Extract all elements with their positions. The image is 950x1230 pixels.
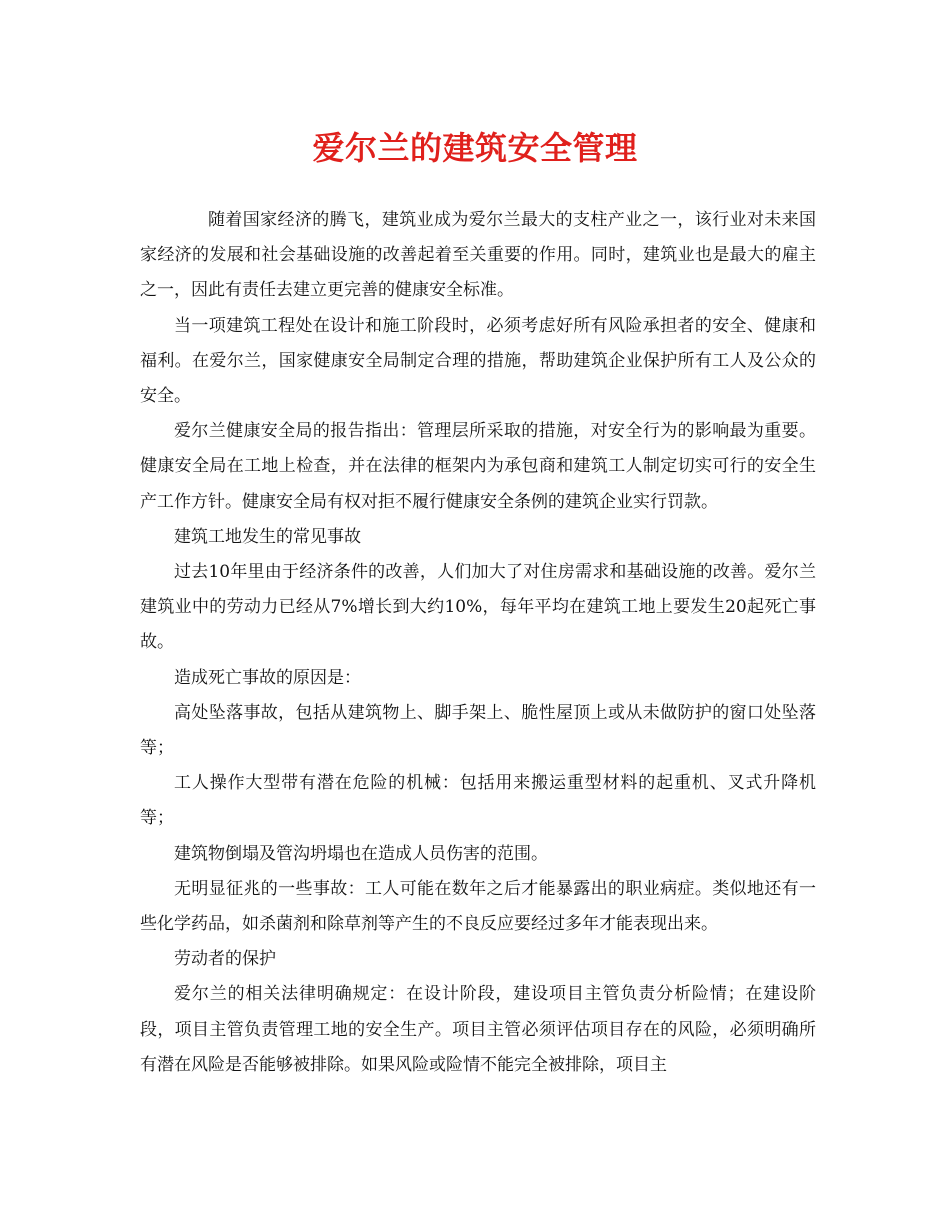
- paragraph-legal-requirements: 爱尔兰的相关法律明确规定：在设计阶段，建设项目主管负责分析险情；在建设阶段，项目主管负责管理工地的安全生产。项目主管必须评估项目存在的风险，必须明确所有潜在风险是否能够被排除。如果风险或险情不能完全被排除，项目主: [140, 984, 816, 1075]
- paragraph-intro: 随着国家经济的腾飞，建筑业成为爱尔兰最大的支柱产业之一，该行业对未来国家经济的发展和社会基础设施的改善起着至关重要的作用。同时，建筑业也是最大的雇主之一，因此有责任去建立更完善的健康安全标准。: [140, 210, 816, 301]
- paragraph-causes-intro: 造成死亡事故的原因是：: [174, 667, 361, 688]
- document-body: [140, 203, 816, 1083]
- paragraph-cause-machinery: 工人操作大型带有潜在危险的机械：包括用来搬运重型材料的起重机、叉式升降机等；: [140, 773, 816, 829]
- paragraph-accident-stats: 过去10年里由于经济条件的改善，人们加大了对住房需求和基础设施的改善。爱尔兰建筑业中的劳动力已经从7%增长到大约10%，每年平均在建筑工地上要发生20起死亡事故。: [140, 562, 816, 653]
- paragraph-cause-falls: 高处坠落事故，包括从建筑物上、脚手架上、脆性屋顶上或从未做防护的窗口处坠落等；: [140, 702, 816, 759]
- section-heading-common-accidents: 建筑工地发生的常见事故: [174, 526, 361, 547]
- document-title: 爱尔兰的建筑安全管理: [312, 129, 638, 167]
- paragraph-cause-collapse: 建筑物倒塌及管沟坍塌也在造成人员伤害的范围。: [174, 843, 548, 864]
- paragraph-design-phase: 当一项建筑工程处在设计和施工阶段时，必须考虑好所有风险承担者的安全、健康和福利。在爱尔兰，国家健康安全局制定合理的措施，帮助建筑企业保护所有工人及公众的安全。: [140, 315, 816, 407]
- paragraph-hsa-report: 爱尔兰健康安全局的报告指出：管理层所采取的措施，对安全行为的影响最为重要。健康安全局在工地上检查，并在法律的框架内为承包商和建筑工人制定切实可行的安全生产工作方针。健康安全局有权对拒不履行健康安全条例的建筑企业实行罚款。: [140, 421, 816, 512]
- paragraph-cause-occupational: 无明显征兆的一些事故：工人可能在数年之后才能暴露出的职业病症。类似地还有一些化学药品，如杀菌剂和除草剂等产生的不良反应要经过多年才能表现出来。: [140, 878, 816, 935]
- section-heading-worker-protection: 劳动者的保护: [174, 949, 276, 970]
